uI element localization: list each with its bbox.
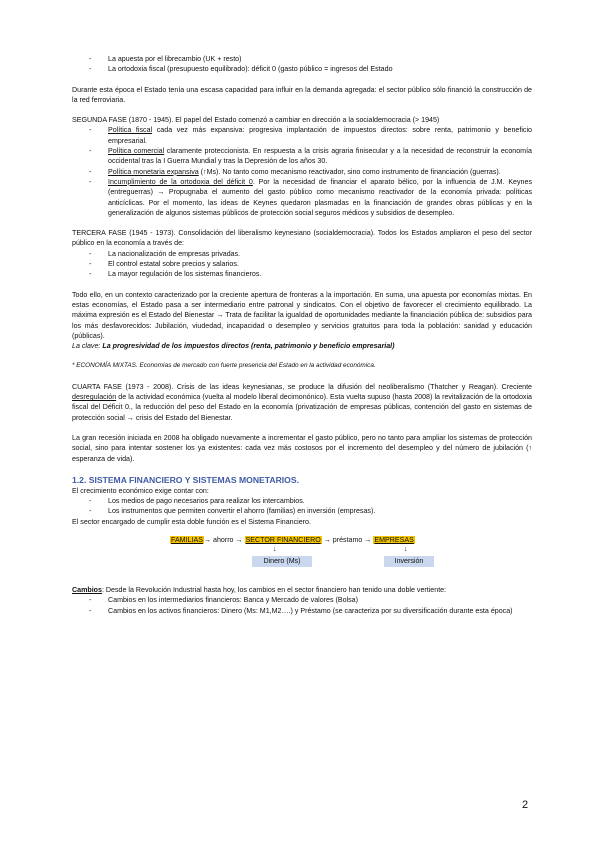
list-item — [72, 125, 532, 146]
cambios-label: Cambios — [72, 585, 102, 594]
list-item: - La apuesta por el librecambio (UK + resto) — [72, 54, 532, 64]
clave-text: La progresividad de los impuestos directos (renta, patrimonio y beneficio empresarial) — [100, 342, 395, 351]
cambios-text: : Desde la Revolución Industrial hasta hoy, los cambios en el sector financiero han tenido una doble vertiente: — [101, 585, 447, 594]
list-item: - Los medios de pago necesarios para realizar los intercambios. — [72, 496, 532, 506]
intro-paragraph: Durante esta época el Estado tenía una escasa capacidad para influir en la demanda agregada: el sector público sólo financió la construcción de la red ferroviaria. — [72, 85, 532, 104]
list-item — [72, 146, 532, 167]
term: Incumplimiento de la ortodoxia del déficit 0 — [108, 177, 253, 186]
clave-line — [72, 341, 532, 351]
tercera-fase-heading: TERCERA FASE (1945 - 1973). — [72, 229, 176, 238]
dinero-box: Dinero (Ms) — [252, 556, 312, 567]
cambios-paragraph — [72, 585, 532, 595]
segunda-fase-paragraph — [72, 115, 532, 125]
down-arrow-icon: ↓ — [273, 545, 277, 553]
section-intro: El crecimiento económico exige contar con: — [72, 486, 209, 495]
prestamo-arrow-label: → préstamo → — [323, 535, 372, 544]
familias-label: FAMILIAS — [171, 535, 203, 544]
segunda-fase-heading: SEGUNDA FASE (1870 - 1945). — [72, 116, 174, 125]
down-arrow-icon: ↓ — [404, 545, 408, 553]
list-item: - La ortodoxia fiscal (presupuesto equilibrado): déficit 0 (gasto público = ingresos del Estado — [72, 64, 532, 74]
term: Política monetaria expansiva — [108, 167, 199, 176]
ahorro-arrow-label: → ahorro → — [203, 535, 243, 544]
tercera-fase-text: Consolidación del liberalismo keynesiano (socialdemocracia). Todos los Estados ampliaron el peso del sector público en la economía a través de: — [72, 229, 532, 248]
page-number: 2 — [522, 799, 529, 811]
flow-line — [170, 535, 415, 545]
section-title: 1.2. SISTEMA FINANCIERO Y SISTEMAS MONETARIOS. — [72, 474, 299, 485]
term: Política comercial — [108, 147, 165, 156]
item-text: claramente proteccionista. En respuesta a la crisis agraria finisecular y a la necesidad de reconstruir la economía occidental tras la I Guerra Mundial y tras la Depresión de los años 30. — [108, 147, 532, 166]
item-text: . Por la necesidad de financiar el aparato bélico, por la influencia de J.M. Keynes (entreguerras) → Propugnaba el aumento del gasto público como mecanismo reactivador de la economía privada: políticas anticíclicas. Por el momento, las ideas de Keynes quedaron plasmadas en la financiación de grandes obras públicas y en la generalización de algunos sistemas públicos de protección social seguros médicos y subsidios de desempleo. — [108, 177, 532, 217]
segunda-fase-list — [72, 125, 532, 218]
section-closing: El sector encargado de cumplir esta doble función es el Sistema Financiero. — [72, 517, 311, 526]
section-list — [72, 496, 532, 517]
item-text: cada vez más expansiva: progresiva implantación de impuestos directos: sobre renta, patrimonio y beneficio empresarial. — [108, 126, 532, 145]
footnote: * ECONOMÍA MIXTAS. Economías de mercado con fuerte presencia del Estado en la actividad económica. — [72, 362, 376, 370]
recesion-paragraph: La gran recesión iniciada en 2008 ha obligado nuevamente a incrementar el gasto público, pero no tanto para ampliar los sistemas de protección social, sino para intentar sostener los ya existentes: cada vez más costosos por el incremento del desempleo y del número de jubilación (↑ esperanza de vida). — [72, 433, 532, 463]
tercera-fase-list — [72, 249, 532, 280]
list-item: - El control estatal sobre precios y salarios. — [72, 259, 532, 269]
list-item — [72, 177, 532, 218]
list-item: - Los instrumentos que permiten convertir el ahorro (familias) en inversión (empresas). — [72, 506, 532, 516]
list-item: - La mayor regulación de los sistemas financieros. — [72, 269, 532, 279]
list-item: - Cambios en los activos financieros: Dinero (Ms: M1,M2….) y Préstamo (se caracteriza por su diversificación durante esta época) — [72, 606, 532, 616]
tercera-fase-paragraph — [72, 228, 532, 249]
inversion-box: Inversión — [384, 556, 434, 567]
clave-label: La clave: — [72, 342, 101, 351]
term: Política fiscal — [108, 126, 153, 135]
intro-list — [72, 54, 532, 75]
list-item — [72, 167, 532, 177]
cuarta-fase-paragraph — [72, 382, 532, 423]
list-item: - La nacionalización de empresas privadas. — [72, 249, 532, 259]
cuarta-fase-text-2: de la actividad económica (vuelta al modelo liberal decimonónico). Esta vuelta supuso (hasta 2008) la revitalización de la ortodoxia fiscal del Déficit 0., la reducción del peso del Estado en la economía (privatización de empresas públicas, contención del gasto en sistemas de protección social → crisis del Estado del Bienestar. — [72, 393, 532, 422]
cuarta-fase-text: Crisis de las ideas keynesianas, se produce la difusión del neoliberalismo (Thatcher y Reagan). Creciente — [173, 382, 532, 391]
cambios-list — [72, 595, 532, 616]
list-item: - Cambios en los intermediarios financieros: Banca y Mercado de valores (Bolsa) — [72, 595, 532, 605]
todo-ello-paragraph: Todo ello, en un contexto caracterizado por la creciente apertura de fronteras a la importación. En suma, una apuesta por economías mixtas. En estas economías, el Estado pasa a ser intermediario entre patronal y sindicatos. Con el objetivo de favorecer el crecimiento equilibrado. La máxima expresión es el Estado del Bienestar → Trata de facilitar la igualdad de oportunidades mediante la financiación pública de: subsidios para los más desfavorecidos: Jubilación, viudedad, incapacidad o desempleo y servicios gratuitos para toda la población: sanidad y educación (públicas). — [72, 290, 532, 340]
item-text: (↑Ms). No tanto como mecanismo reactivador, sino como instrumento de financiación (guerras). — [198, 167, 501, 176]
sector-financiero-label: SECTOR FINANCIERO — [245, 535, 321, 544]
page-content — [72, 54, 532, 616]
financial-flow-diagram — [72, 535, 532, 577]
segunda-fase-text: El papel del Estado comenzó a cambiar en dirección a la socialdemocracia (> 1945) — [173, 116, 440, 125]
term: desregulación — [72, 393, 117, 402]
empresas-label: EMPRESAS — [374, 535, 414, 544]
cuarta-fase-heading: CUARTA FASE (1973 - 2008). — [72, 382, 174, 391]
